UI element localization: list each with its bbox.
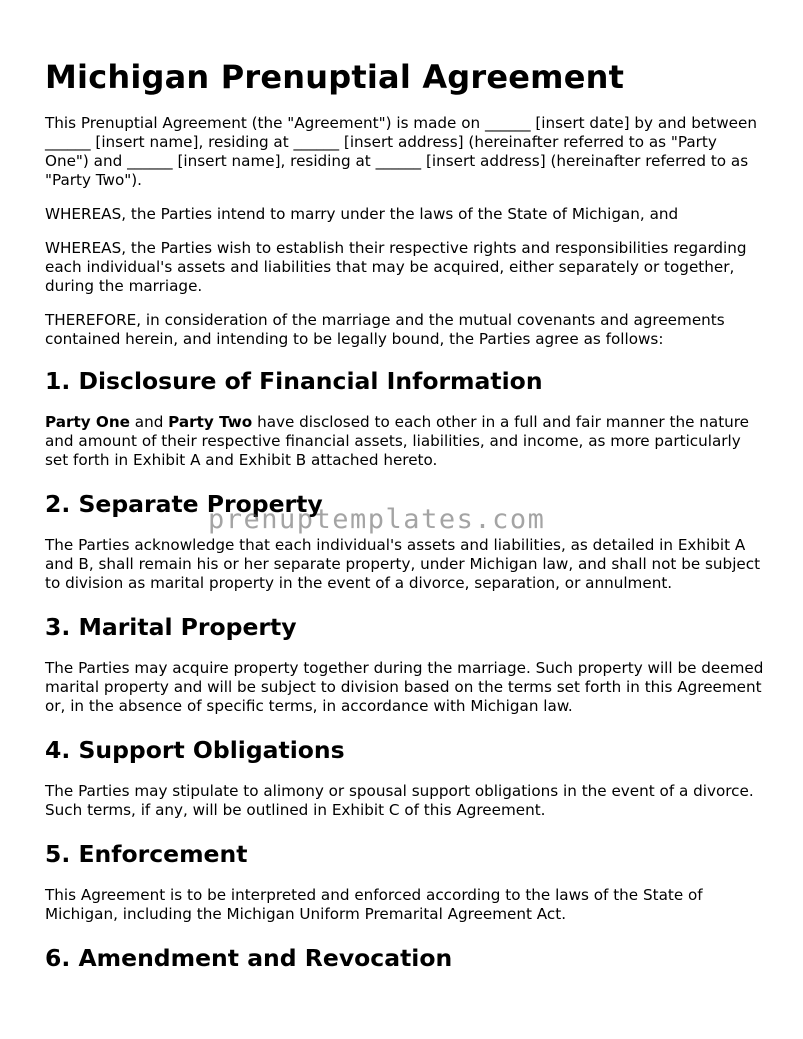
- party-one-label: Party One: [45, 413, 130, 431]
- section-body-separate-property: The Parties acknowledge that each individual's assets and liabilities, as detailed in Exhibit A and B, shall remain his or her separate property, under Michigan law, and shall not be subject to division as marital property in the event of a divorce, separation, or annulment.: [45, 536, 761, 592]
- disclosure-text: have disclosed to each other in a full and fair manner the nature and amount of their respective financial assets, liabilities, and income, as more particularly set forth in Exhibit A and Exhibit B attached hereto.: [45, 413, 750, 469]
- section-heading-enforcement: 5. Enforcement: [45, 840, 248, 868]
- therefore-paragraph: THEREFORE, in consideration of the marriage and the mutual covenants and agreements contained herein, and intending to be legally bound, the Parties agree as follows:: [45, 311, 725, 348]
- document-page: [45, 0, 765, 973]
- whereas-paragraph-2: WHEREAS, the Parties wish to establish their respective rights and responsibilities regarding each individual's assets and liabilities that may be acquired, either separately or together, during the marriage.: [45, 239, 747, 295]
- section-body-support-obligations: The Parties may stipulate to alimony or spousal support obligations in the event of a divorce. Such terms, if any, will be outlined in Exhibit C of this Agreement.: [45, 782, 754, 819]
- whereas-paragraph-1: WHEREAS, the Parties intend to marry under the laws of the State of Michigan, and: [45, 205, 679, 223]
- party-two-label: Party Two: [168, 413, 253, 431]
- section-body-marital-property: The Parties may acquire property together during the marriage. Such property will be deemed marital property and will be subject to division based on the terms set forth in this Agreement or, in the absence of specific terms, in accordance with Michigan law.: [45, 659, 764, 715]
- section-body-disclosure: [45, 413, 765, 470]
- section-heading-separate-property: 2. Separate Property: [45, 490, 323, 518]
- section-heading-marital-property: 3. Marital Property: [45, 613, 297, 641]
- section-heading-disclosure: 1. Disclosure of Financial Information: [45, 367, 543, 395]
- section-body-enforcement: This Agreement is to be interpreted and enforced according to the laws of the State of Michigan, including the Michigan Uniform Premarital Agreement Act.: [45, 886, 703, 923]
- section-heading-amendment: 6. Amendment and Revocation: [45, 944, 453, 972]
- intro-paragraph: This Prenuptial Agreement (the "Agreement") is made on ______ [insert date] by and between ______ [insert name], residing at ______ [insert address] (hereinafter referred to as "Party One") and ______ [insert name], residing at ______ [insert address] (hereinafter referred to as "Party Two").: [45, 114, 757, 189]
- section-heading-support-obligations: 4. Support Obligations: [45, 736, 345, 764]
- and-connector: and: [129, 413, 169, 431]
- watermark: prenuptemplates.com: [208, 504, 546, 535]
- document-title: Michigan Prenuptial Agreement: [45, 58, 625, 96]
